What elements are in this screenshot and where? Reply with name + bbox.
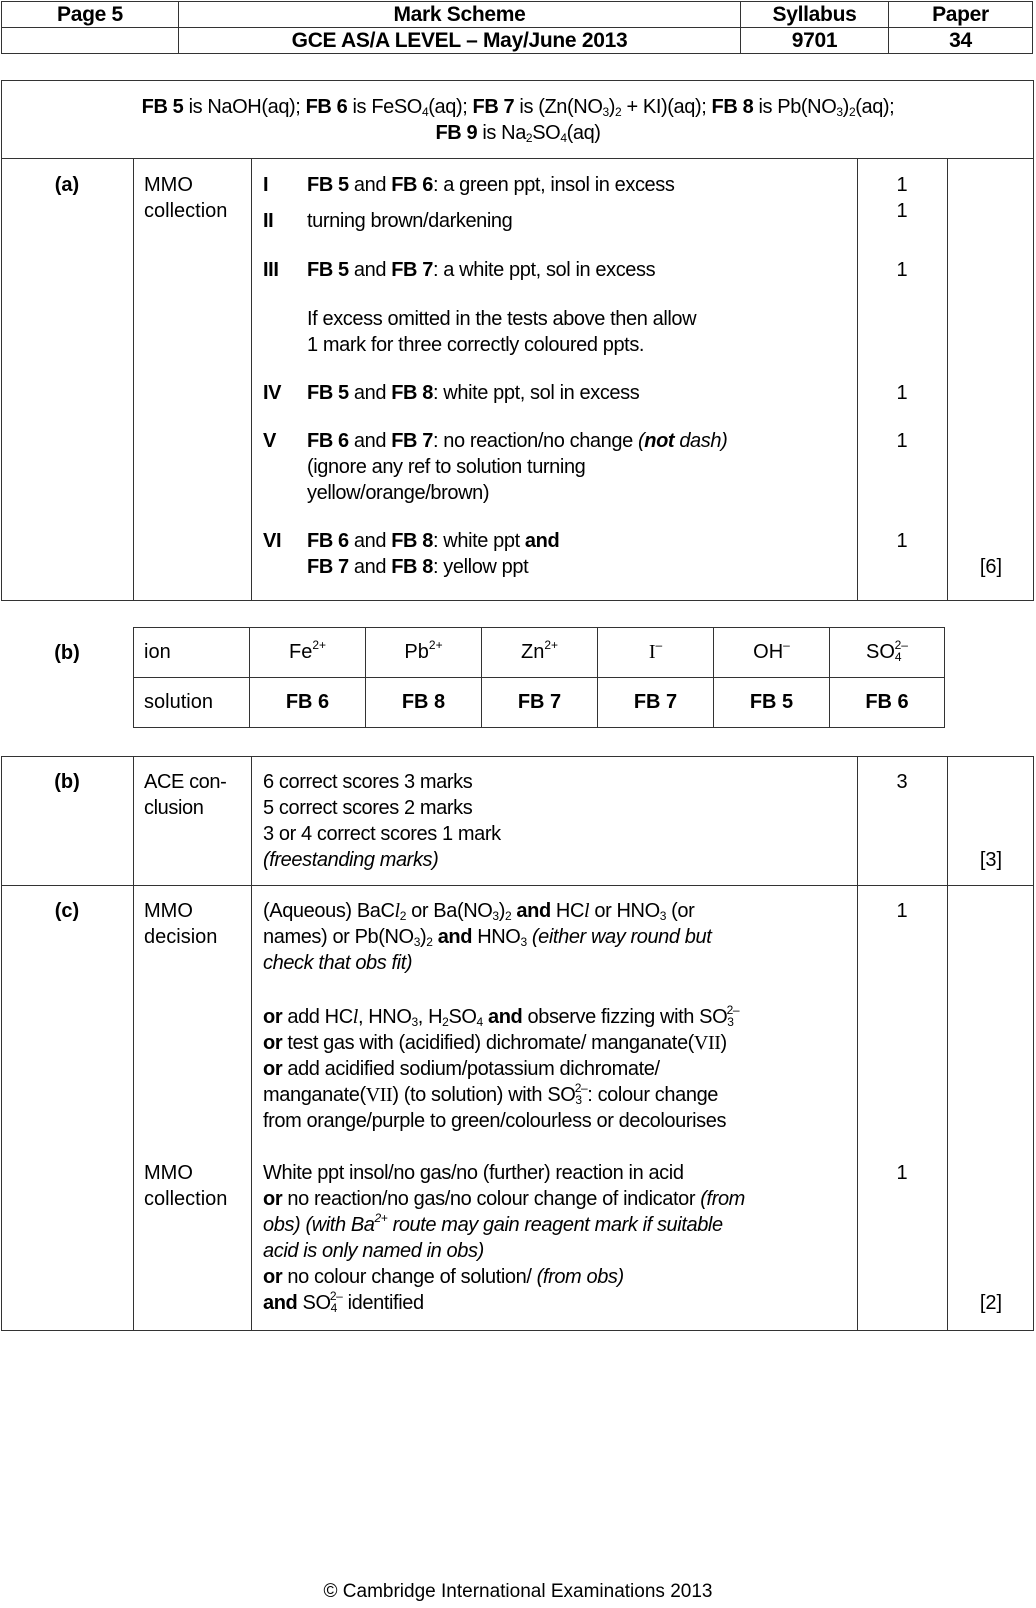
ion-cell	[598, 628, 714, 678]
fb-label: FB 8	[391, 530, 433, 552]
subscript: 3	[727, 1015, 734, 1029]
header-table	[1, 1, 1033, 54]
syllabus-code: 9701	[741, 28, 889, 54]
exam-title: GCE AS/A LEVEL – May/June 2013	[179, 28, 741, 54]
solution-value: FB 5	[749, 691, 794, 713]
subscript: 4	[894, 650, 902, 664]
part-b-skill	[144, 769, 226, 821]
text: from orange/purple to green/colourless or decolourises	[263, 1110, 727, 1132]
item-text: and	[348, 430, 392, 452]
text: , HNO	[357, 1006, 412, 1028]
item-text: and	[348, 382, 392, 404]
fb-label: FB 8	[391, 556, 433, 578]
text: names) or Pb(NO	[263, 926, 414, 948]
divider	[251, 756, 252, 1331]
text: acid is only named in obs)	[263, 1240, 484, 1262]
skill-line: clusion	[144, 797, 204, 819]
fb7-desc: )	[608, 96, 616, 118]
item-text: : white ppt, sol in excess	[432, 382, 640, 404]
fb9-desc: (aq)	[566, 122, 601, 144]
subscript: 2	[399, 909, 406, 923]
ion-cell	[366, 628, 482, 678]
text: (from obs)	[536, 1266, 624, 1288]
text: (or	[666, 900, 695, 922]
ion-symbol: Zn	[520, 641, 545, 663]
fb-label: FB 6	[307, 530, 349, 552]
solution-row	[134, 678, 945, 728]
ion-charge: 2+	[544, 638, 559, 652]
ion-row-label: ion	[134, 628, 250, 678]
fb9-label: FB 9	[435, 122, 478, 144]
emphasis: or	[263, 1006, 283, 1028]
question-label: (c)	[54, 900, 80, 922]
subscript: 3	[659, 909, 667, 923]
item-text: : a green ppt, insol in excess	[432, 174, 675, 196]
ion-cell	[714, 628, 830, 678]
ion-charge: –	[783, 638, 790, 652]
skill-line: MMO	[144, 1162, 193, 1184]
text: )	[720, 1032, 727, 1054]
text: VII	[693, 1032, 721, 1054]
header-row-1	[2, 2, 1033, 28]
mark: 1	[896, 430, 908, 452]
fb-label: FB 6	[391, 174, 433, 196]
ion-charge: 2+	[428, 638, 443, 652]
ion-cell	[482, 628, 598, 678]
fb7-label: FB 7	[472, 96, 515, 118]
item-number: V	[263, 430, 276, 452]
superscript: 2+	[374, 1211, 388, 1225]
note-line: If excess omitted in the tests above then allow	[307, 308, 697, 330]
ion-symbol: SO	[866, 641, 895, 663]
subscript: 2	[426, 935, 433, 949]
subscript: 3	[575, 1093, 582, 1107]
item-text: yellow/orange/brown)	[307, 482, 490, 504]
divider	[947, 158, 948, 601]
solution-cell	[366, 678, 482, 728]
text: add HC	[282, 1006, 353, 1028]
mark: 3	[896, 771, 908, 793]
divider	[133, 756, 134, 1331]
text: )	[420, 926, 427, 948]
scoring-line: 6 correct scores 3 marks	[263, 771, 473, 793]
item-number: III	[263, 259, 279, 281]
fb7-desc: + KI)(aq);	[621, 96, 712, 118]
fb5-label: FB 5	[141, 96, 184, 118]
text: ) (to solution) with SO	[392, 1084, 576, 1106]
total-marks: [6]	[979, 556, 1003, 578]
text: identified	[342, 1292, 424, 1314]
ion-charge: 2–	[894, 638, 908, 652]
emphasis: and	[482, 1006, 528, 1028]
fb-label: FB 6	[307, 430, 349, 452]
item-text: and	[348, 174, 392, 196]
item-text: : no reaction/no change	[432, 430, 638, 452]
document-type: Mark Scheme	[179, 2, 741, 28]
subscript: 2	[615, 105, 622, 119]
subscript: 4	[421, 105, 429, 119]
solution-cell	[482, 678, 598, 728]
skill-line: MMO	[144, 174, 193, 196]
fb8-desc: )	[842, 96, 849, 118]
fb-label: FB 7	[307, 556, 349, 578]
subscript: 4	[330, 1301, 337, 1315]
subscript: 2	[525, 131, 533, 145]
paper-label: Paper	[889, 2, 1033, 28]
page-number: Page 5	[2, 2, 179, 28]
text: observe fizzing with SO	[527, 1006, 728, 1028]
text: SO	[297, 1292, 331, 1314]
emphasis: or	[263, 1188, 283, 1210]
mark: 1	[896, 1162, 908, 1184]
mark: 1	[896, 200, 908, 222]
ion-cell	[830, 628, 945, 678]
part-c-skill-decision	[144, 898, 217, 950]
divider	[1, 158, 1034, 159]
solution-cell	[830, 678, 945, 728]
text: l	[394, 900, 400, 922]
fb6-label: FB 6	[305, 96, 348, 118]
divider	[1, 885, 1034, 886]
emphasis: not	[644, 430, 675, 452]
divider	[133, 158, 134, 601]
text: or Ba(NO	[406, 900, 493, 922]
text: l	[584, 900, 590, 922]
scoring-line: 5 correct scores 2 marks	[263, 797, 473, 819]
solution-cell	[250, 678, 366, 728]
part-a-skill	[144, 172, 227, 224]
superscript: 2–	[329, 1289, 343, 1303]
decision-block-1	[263, 898, 711, 976]
text: (either way round but	[526, 926, 712, 948]
fb7-desc: is (Zn(NO	[514, 96, 603, 118]
fb9-desc: SO	[532, 122, 561, 144]
text: SO	[448, 1006, 477, 1028]
mark: 1	[896, 382, 908, 404]
intro-line-1	[0, 94, 1036, 120]
divider	[947, 756, 948, 1331]
question-label: (b)	[54, 771, 80, 793]
text: HC	[555, 900, 585, 922]
subscript: 4	[560, 131, 567, 145]
fb-label: FB 5	[307, 259, 349, 281]
fb-label: FB 8	[391, 382, 433, 404]
subscript: 3	[602, 105, 609, 119]
fb5-desc: is NaOH(aq);	[183, 96, 306, 118]
fb-label: FB 5	[307, 174, 349, 196]
fb-label: FB 7	[391, 430, 433, 452]
emphasis: or	[263, 1266, 283, 1288]
subscript: 3	[492, 909, 499, 923]
emphasis: or	[263, 1032, 283, 1054]
solution-value: FB 6	[285, 691, 330, 713]
item-number: VI	[263, 530, 282, 552]
text: add acidified sodium/potassium dichromate/	[282, 1058, 660, 1080]
skill-line: collection	[144, 200, 228, 222]
solution-value: FB 7	[517, 691, 562, 713]
text: VII	[365, 1084, 393, 1106]
scoring-note: (freestanding marks)	[263, 849, 439, 871]
mark: 1	[896, 530, 908, 552]
item-text: : a white ppt, sol in excess	[432, 259, 656, 281]
text: or HNO	[589, 900, 660, 922]
text: HNO	[477, 926, 521, 948]
header-row-2	[2, 28, 1033, 54]
divider	[251, 158, 252, 601]
fb8-desc: (aq);	[855, 96, 895, 118]
part-c-label	[1, 898, 133, 924]
item-text: : yellow ppt	[432, 556, 529, 578]
text: no reaction/no gas/no colour change of indicator	[282, 1188, 701, 1210]
mark: 1	[896, 174, 908, 196]
ion-cell	[250, 628, 366, 678]
text: )	[498, 900, 505, 922]
text: l	[352, 1006, 358, 1028]
syllabus-label: Syllabus	[741, 2, 889, 28]
text: test gas with (acidified) dichromate/ manganate(	[282, 1032, 694, 1054]
subscript: 4	[476, 1015, 483, 1029]
item-number: IV	[263, 382, 282, 404]
skill-line: collection	[144, 1188, 228, 1210]
ion-charge: 2+	[312, 638, 327, 652]
text: White ppt insol/no gas/no (further) reaction in acid	[263, 1162, 684, 1184]
item-number: I	[263, 174, 269, 196]
part-b-ace-label	[1, 769, 133, 795]
solution-cell	[714, 678, 830, 728]
text: (from	[700, 1188, 745, 1210]
total-marks: [2]	[979, 1292, 1003, 1314]
part-c-skill-collection	[144, 1160, 227, 1212]
ion-symbol: Pb	[404, 641, 429, 663]
fb-label: FB 5	[307, 382, 349, 404]
fb8-desc: is Pb(NO	[753, 96, 837, 118]
solution-value: FB 7	[633, 691, 678, 713]
question-label: (b)	[54, 642, 80, 664]
emphasis: and	[524, 530, 560, 552]
solution-value: FB 8	[401, 691, 446, 713]
ion-symbol: OH	[753, 641, 784, 663]
subscript: 2	[504, 909, 512, 923]
subscript: 3	[520, 935, 527, 949]
fb9-desc: is Na	[477, 122, 526, 144]
item-text: and	[348, 259, 392, 281]
subscript: 3	[836, 105, 843, 119]
skill-line: MMO	[144, 900, 193, 922]
emphasis: and	[432, 926, 478, 948]
copyright: © Cambridge International Examinations 2013	[323, 1581, 713, 1602]
decision-block-2	[263, 1004, 739, 1134]
divider	[857, 756, 858, 1331]
emphasis: and	[263, 1292, 298, 1314]
fb6-desc: is FeSO	[347, 96, 422, 118]
item-text: dash)	[674, 430, 728, 452]
header-blank-cell	[2, 28, 179, 54]
item-text: (	[637, 430, 645, 452]
subscript: 3	[413, 935, 420, 949]
question-label: (a)	[54, 174, 80, 196]
text: , H	[417, 1006, 443, 1028]
text: route may gain reagent mark if suitable	[387, 1214, 723, 1236]
item-number: II	[263, 210, 274, 232]
item-text: (ignore any ref to solution turning	[307, 456, 586, 478]
text: obs) (with Ba	[263, 1214, 375, 1236]
ion-row	[134, 628, 945, 678]
text: : colour change	[587, 1084, 719, 1106]
emphasis: or	[263, 1058, 283, 1080]
item-text: turning brown/darkening	[307, 210, 513, 232]
text: check that obs fit)	[263, 952, 413, 974]
solution-value: FB 6	[865, 691, 909, 713]
mark: 1	[896, 259, 908, 281]
excess-note	[307, 306, 696, 358]
ion-charge: –	[655, 638, 663, 652]
superscript: 2–	[726, 1003, 740, 1017]
ion-table	[133, 627, 945, 728]
item-text: : white ppt	[432, 530, 525, 552]
subscript: 2	[848, 105, 856, 119]
scoring-line: 3 or 4 correct scores 1 mark	[263, 823, 501, 845]
mark: 1	[896, 900, 908, 922]
text: (Aqueous) BaC	[263, 900, 395, 922]
text: no colour change of solution/	[282, 1266, 537, 1288]
skill-line: decision	[144, 926, 218, 948]
ion-symbol: Fe	[288, 641, 313, 663]
fb8-label: FB 8	[711, 96, 754, 118]
skill-line: ACE con-	[144, 771, 227, 793]
total-marks: [3]	[979, 849, 1003, 871]
item-text: and	[348, 556, 392, 578]
paper-number: 34	[889, 28, 1033, 54]
ion-symbol: I	[648, 641, 656, 663]
part-b-scoring	[263, 769, 501, 873]
subscript: 3	[411, 1015, 418, 1029]
fb6-desc: (aq);	[428, 96, 473, 118]
emphasis: and	[511, 900, 556, 922]
solution-row-label: solution	[134, 678, 250, 728]
part-b-label	[1, 640, 133, 666]
fb-label: FB 7	[391, 259, 433, 281]
solution-cell	[598, 678, 714, 728]
item-text: and	[348, 530, 392, 552]
note-line: 1 mark for three correctly coloured ppts.	[307, 334, 645, 356]
subscript: 2	[442, 1015, 449, 1029]
superscript: 2–	[574, 1081, 588, 1095]
collection-block	[263, 1160, 745, 1316]
intro-line-2	[0, 120, 1036, 146]
part-a-label	[1, 172, 133, 198]
text: manganate(	[263, 1084, 366, 1106]
